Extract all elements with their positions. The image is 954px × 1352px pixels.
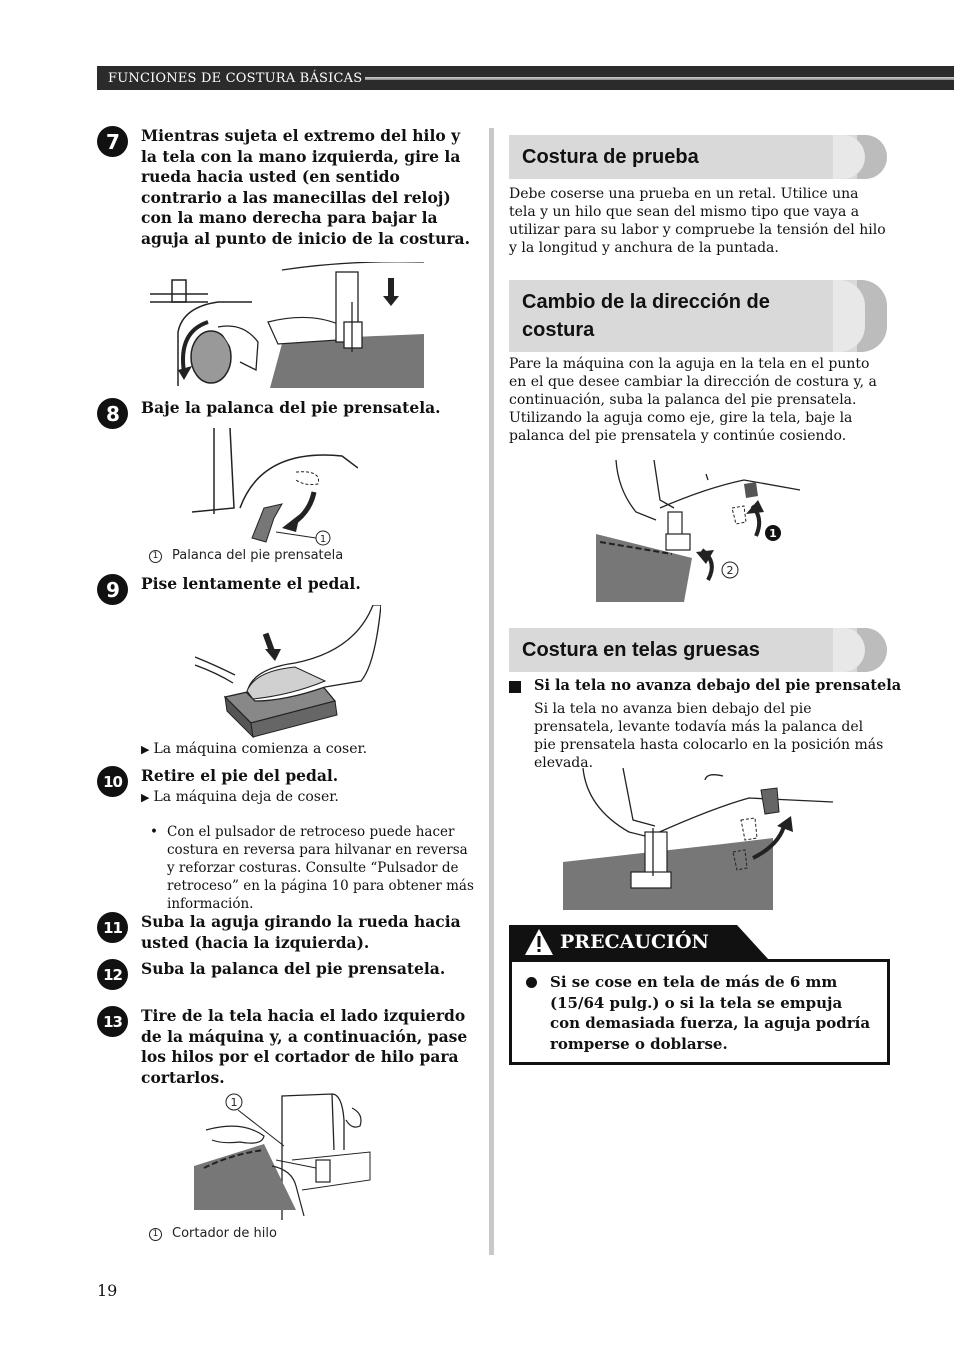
step-text: Suba la palanca del pie prensatela.: [141, 959, 446, 978]
section-direction-heading: [509, 280, 887, 352]
section-heavy-text: Si la tela no avanza bien debajo del pie prensatela, levante todavía más la palanca del pie prensatela hasta colocarlo en la posición más elevada.: [534, 701, 884, 771]
section-heavy-subhead: [509, 677, 901, 694]
square-bullet-icon: [509, 681, 521, 693]
caption-text: Palanca del pie prensatela: [172, 548, 344, 563]
step-number: 11: [97, 912, 128, 943]
header-rule: [365, 77, 954, 80]
callout-one: 1: [769, 527, 777, 540]
caption-number: 1: [149, 550, 162, 563]
step-9-result: [141, 740, 367, 759]
direction-change-illustration: [596, 460, 802, 602]
foot-pedal-illustration: [195, 605, 381, 739]
subhead-text: Si la tela no avanza debajo del pie prensatela: [534, 677, 902, 694]
step-text: Mientras sujeta el extremo del hilo y la tela con la mano izquierda, gire la rueda hacia usted (en sentido contrario a las manecillas del reloj) con la mano derecha para bajar la aguja al punto de inicio de la costura.: [141, 126, 470, 248]
thread-cutter-illustration: [192, 1090, 372, 1224]
heavy-fabric-illustration: [563, 768, 833, 910]
step-text: Baje la palanca del pie prensatela.: [141, 398, 441, 417]
section-direction-text: Pare la máquina con la aguja en la tela en el punto en el que desee cambiar la dirección de costura y, a continuación, suba la palanca del pie prensatela. Utilizando la aguja como eje, gire la tela, baje la palanca del pie prensatela y continúe cosiendo.: [509, 356, 877, 444]
note-text: Con el pulsador de retroceso puede hacer costura en reversa para hilvanar en reversa y reforzar costuras. Consulte “Pulsador de retroceso” en la página 10 para obtener más información.: [167, 823, 474, 912]
step-number: 7: [97, 126, 128, 157]
caption-number: 1: [149, 1228, 162, 1241]
presser-lever-illustration: [192, 428, 358, 550]
presser-lever-caption: [149, 548, 343, 563]
result-text: La máquina deja de coser.: [153, 788, 339, 805]
section-test-heading: [509, 135, 887, 179]
step-10: [97, 766, 477, 913]
step-text: Retire el pie del pedal.: [141, 766, 339, 785]
thread-cutter-caption: [149, 1226, 277, 1241]
section-title: Cambio de la dirección de costura: [522, 291, 770, 341]
caption-text: Cortador de hilo: [172, 1226, 277, 1241]
step-8: [97, 398, 477, 429]
callout-two: 2: [726, 564, 734, 577]
caution-label: PRECAUCIÓN: [560, 931, 709, 953]
page-header: [97, 66, 954, 90]
step-text: Pise lentamente el pedal.: [141, 574, 361, 593]
step-text: Tire de la tela hacia el lado izquierdo de la máquina y, a continuación, pase los hilos por el cortador de hilo para cortarlos.: [141, 1006, 468, 1087]
handwheel-illustration: [148, 262, 426, 390]
step-12: [97, 959, 477, 990]
section-title: Costura en telas gruesas: [522, 639, 760, 661]
step-11: [97, 912, 477, 953]
step-number: 12: [97, 959, 128, 990]
step-13: [97, 1006, 477, 1088]
cutter-callout: 1: [230, 1096, 238, 1109]
result-arrow-icon: ▶: [141, 743, 150, 756]
caution-text: Si se cose en tela de más de 6 mm (15/64 pulg.) o si la tela se empuja con demasiada fuerza, la aguja podría romperse o doblarse.: [550, 973, 871, 1053]
caution-bullet-icon: [526, 977, 537, 988]
bullet-icon: •: [150, 823, 158, 840]
lever-callout: 1: [319, 534, 327, 545]
result-text: La máquina comienza a coser.: [153, 741, 368, 757]
step-text: Suba la aguja girando la rueda hacia usted (hacia la izquierda).: [141, 912, 461, 952]
section-test-text: Debe coserse una prueba en un retal. Utilice una tela y un hilo que sean del mismo tipo que vaya a utilizar para su labor y compruebe la tensión del hilo y la longitud y anchura de la puntada.: [509, 186, 886, 256]
step-number: 9: [97, 574, 128, 605]
step-10-note: [141, 823, 476, 913]
step-number: 10: [97, 766, 128, 797]
step-10-result: [141, 788, 476, 807]
result-arrow-icon: ▶: [141, 790, 150, 804]
section-title: Costura de prueba: [522, 146, 699, 168]
column-divider: [489, 128, 494, 1255]
section-heavy-heading: [509, 628, 887, 672]
step-7: [97, 126, 477, 249]
step-number: 8: [97, 398, 128, 429]
page-number: 19: [97, 1281, 118, 1300]
step-number: 13: [97, 1006, 128, 1037]
step-9: [97, 574, 477, 605]
header-title: FUNCIONES DE COSTURA BÁSICAS: [108, 70, 363, 86]
